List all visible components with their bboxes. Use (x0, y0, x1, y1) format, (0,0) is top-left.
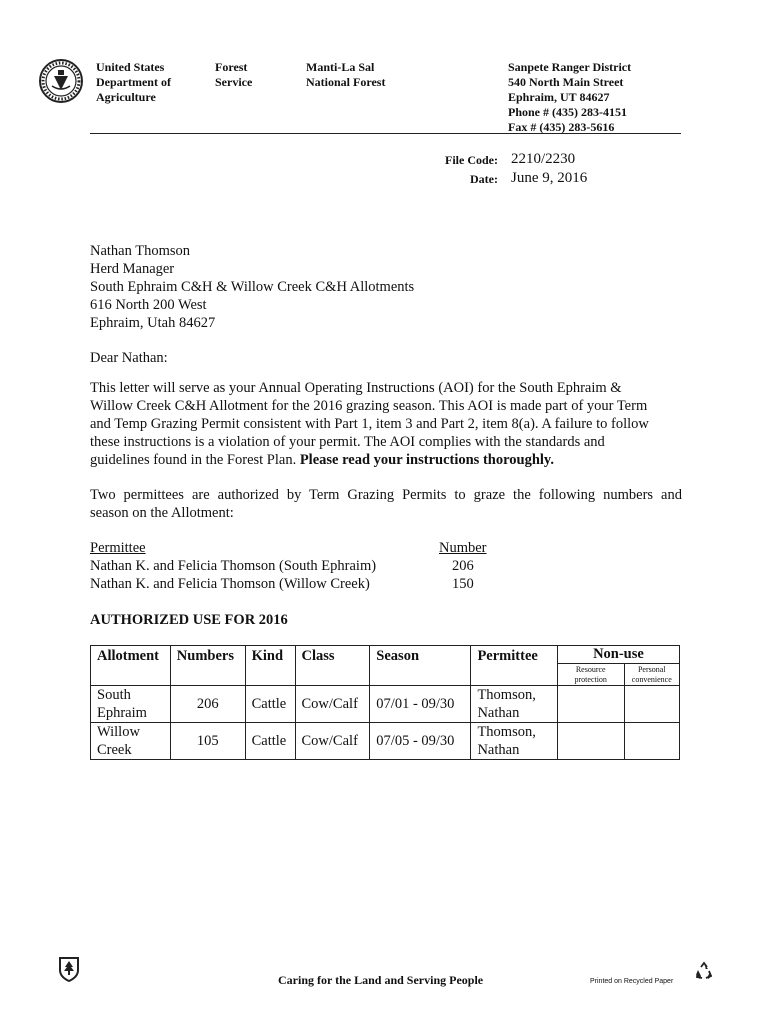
salutation: Dear Nathan: (90, 350, 168, 366)
address-line-1: Nathan Thomson (90, 243, 191, 259)
header-text: Resource (575, 664, 606, 674)
cell-permittee (471, 686, 557, 723)
paragraph-line: Two permittees are authorized by Term Grazing Permits to graze the following numbers and (90, 487, 682, 503)
cell-season: 07/05 - 09/30 (370, 723, 471, 760)
cell-class: Cow/Calf (295, 723, 370, 760)
header-text: Personal (637, 664, 666, 674)
cell-numbers: 105 (170, 723, 245, 760)
cell-numbers: 206 (170, 686, 245, 723)
cell-text: Nathan (477, 742, 520, 758)
header-text: protection (574, 674, 607, 684)
cell-text: Willow (97, 724, 140, 740)
office-line-3: Ephraim, UT 84627 (508, 90, 610, 104)
paragraph-line: these instructions is a violation of your permit. The AOI complies with the standards and (90, 434, 605, 450)
agency-line-1: Forest (215, 60, 248, 74)
instructions-emphasis: Please read your instructions thoroughly. (299, 452, 555, 468)
address-line-3: South Ephraim C&H & Willow Creek C&H Allotments (90, 279, 415, 295)
header-allotment: Allotment (91, 646, 171, 686)
cell-allotment (91, 723, 171, 760)
recycle-icon (694, 961, 714, 981)
permittee-number: 206 (452, 558, 474, 574)
office-line-4: Phone # (435) 283-4151 (508, 105, 627, 119)
forest-service-shield-icon (58, 956, 80, 982)
cell-class: Cow/Calf (295, 686, 370, 723)
address-line-5: Ephraim, Utah 84627 (90, 315, 216, 331)
cell-kind: Cattle (245, 686, 295, 723)
permittee-header: Permittee (90, 540, 146, 556)
permittee-name: Nathan K. and Felicia Thomson (Willow Creek) (90, 576, 370, 592)
cell-text: Thomson, (477, 724, 536, 740)
permittee-name: Nathan K. and Felicia Thomson (South Ephraim) (90, 558, 377, 574)
cell-personal-convenience (624, 723, 679, 760)
header-season: Season (370, 646, 471, 686)
header-kind: Kind (245, 646, 295, 686)
footer-motto: Caring for the Land and Serving People (278, 973, 484, 987)
cell-resource-protection (557, 686, 624, 723)
cell-text: Thomson, (477, 687, 536, 703)
address-line-2: Herd Manager (90, 261, 175, 277)
forest-line-2: National Forest (306, 75, 386, 89)
cell-text: Ephraim (97, 705, 147, 721)
header-text: convenience (631, 674, 672, 684)
cell-personal-convenience (624, 686, 679, 723)
date-label: Date: (470, 172, 498, 186)
agency-line-2: Service (215, 75, 253, 89)
paragraph-line: This letter will serve as your Annual Operating Instructions (AOI) for the South Ephraim & (90, 380, 622, 396)
header-numbers: Numbers (170, 646, 245, 686)
paragraph-line: guidelines found in the Forest Plan. (90, 452, 297, 468)
cell-text: Creek (97, 742, 132, 758)
office-line-5: Fax # (435) 283-5616 (508, 120, 615, 134)
paragraph-aoi (90, 379, 682, 469)
table-row (91, 723, 680, 760)
header-resource-protection (557, 664, 624, 686)
file-code-label: File Code: (445, 153, 498, 167)
header-rule (90, 133, 681, 134)
permittee-number: 150 (452, 576, 474, 592)
usda-line-1: United States (96, 60, 165, 74)
paragraph-line: and Temp Grazing Permit consistent with Part 1, item 3 and Part 2, item 8(a). A failure to follow (90, 416, 649, 432)
cell-resource-protection (557, 723, 624, 760)
header-permittee: Permittee (471, 646, 557, 686)
usda-line-3: Agriculture (96, 90, 156, 104)
cell-text: South (97, 687, 131, 703)
authorized-use-table (90, 645, 680, 760)
office-line-1: Sanpete Ranger District (508, 60, 632, 74)
paragraph-line: season on the Allotment: (90, 505, 234, 521)
cell-allotment (91, 686, 171, 723)
usda-seal-icon (38, 58, 84, 104)
header-personal-convenience (624, 664, 679, 686)
file-code-value: 2210/2230 (511, 151, 576, 167)
cell-text: Nathan (477, 705, 520, 721)
date-value: June 9, 2016 (511, 170, 588, 186)
header-class: Class (295, 646, 370, 686)
address-line-4: 616 North 200 West (90, 297, 207, 313)
forest-line-1: Manti-La Sal (306, 60, 375, 74)
paragraph-line: Willow Creek C&H Allotment for the 2016 grazing season. This AOI is made part of your Term (90, 398, 648, 414)
cell-season: 07/01 - 09/30 (370, 686, 471, 723)
header-nonuse: Non-use (557, 646, 679, 664)
number-header: Number (439, 540, 487, 556)
table-row (91, 686, 680, 723)
office-line-2: 540 North Main Street (508, 75, 624, 89)
cell-permittee (471, 723, 557, 760)
recycled-paper-note: Printed on Recycled Paper (590, 978, 674, 985)
usda-line-2: Department of (96, 75, 171, 89)
authorized-use-heading: AUTHORIZED USE FOR 2016 (90, 612, 288, 628)
cell-kind: Cattle (245, 723, 295, 760)
paragraph-permittees (90, 486, 682, 522)
